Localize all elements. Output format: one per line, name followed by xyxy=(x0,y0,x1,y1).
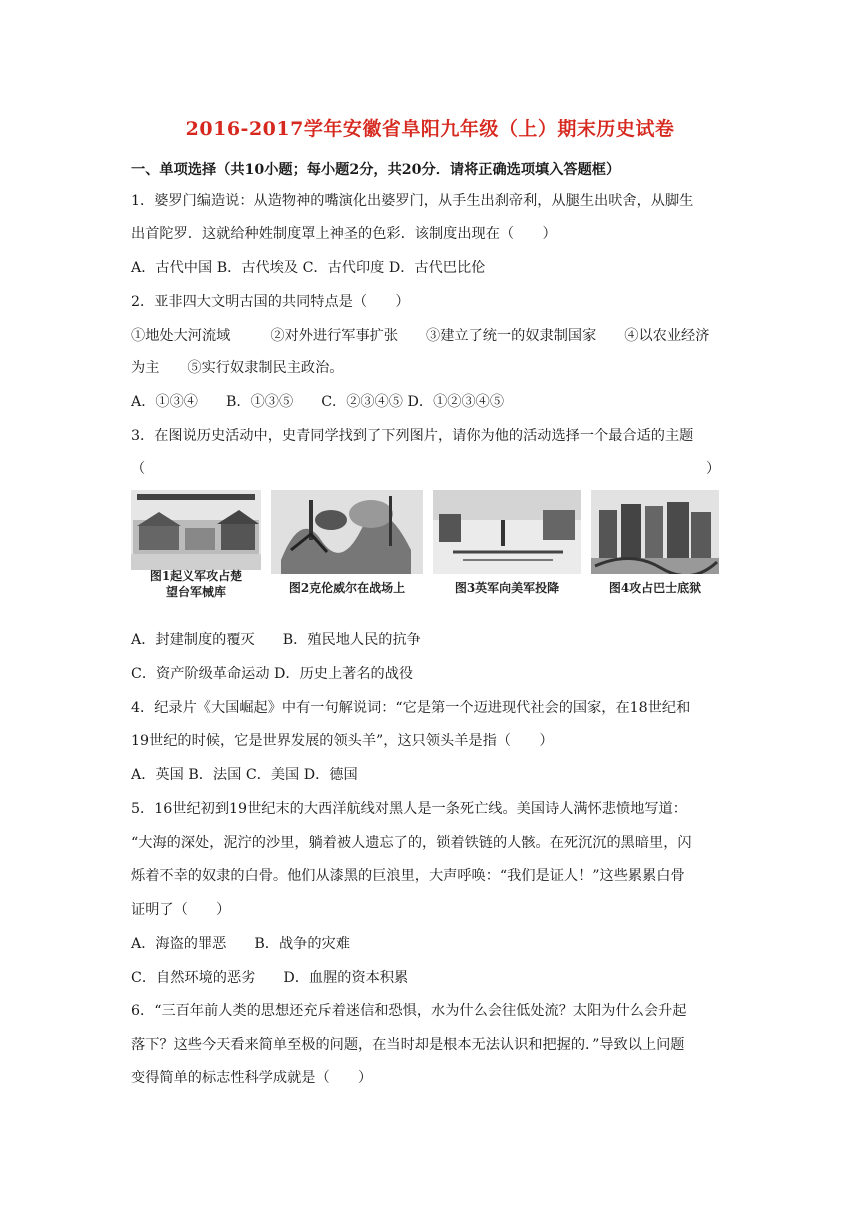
q2-statements-line2 xyxy=(131,358,343,378)
figure-4 xyxy=(591,490,719,606)
q6-text-line1: 6．“三百年前人类的思想还充斥着迷信和恐惧，水为什么会往低处流？太阳为什么会升起 xyxy=(131,1003,687,1019)
q5-text-line1: 5．16世纪初到19世纪末的大西洋航线对黑人是一条死亡线。美国诗人满怀悲愤地写道： xyxy=(131,801,687,817)
figure-1 xyxy=(131,490,261,606)
q2-statements-line1 xyxy=(131,326,709,346)
q5-option-b: B．战争的灾难 xyxy=(254,936,350,952)
q3-option-a: A．封建制度的覆灭 xyxy=(131,632,255,648)
q3-paren-open: （ xyxy=(131,461,146,477)
q5-options-line1 xyxy=(131,934,350,954)
q1-text-line1: 1．婆罗门编造说：从造物神的嘴演化出婆罗门，从手生出刹帝利，从腿生出吠舍，从脚生 xyxy=(131,193,694,209)
q4-text-line2: 19世纪的时候，它是世界发展的领头羊”，这只领头羊是指（ ） xyxy=(131,733,554,749)
q4-text-line1: 4．纪录片《大国崛起》中有一句解说词：“它是第一个迈进现代社会的国家，在18世纪和 xyxy=(131,700,691,716)
figure-3 xyxy=(433,490,581,606)
q1-text-line2: 出首陀罗．这就给种姓制度罩上神圣的色彩．该制度出现在（ ） xyxy=(131,226,557,242)
q5-text-line2: “大海的深处，泥泞的沙里，躺着被人遗忘了的，锁着铁链的人骸。在死沉沉的黑暗里，闪 xyxy=(131,835,692,851)
figure-1-caption-line2: 望台军械库 xyxy=(165,585,226,599)
q5-text-line3: 烁着不幸的奴隶的白骨。他们从漆黑的巨浪里，大声呼唤：“我们是证人！”这些累累白骨 xyxy=(131,868,685,884)
q3-options-line1 xyxy=(131,630,421,650)
q3-text: 3．在图说历史活动中，史青同学找到了下列图片，请你为他的活动选择一个最合适的主题 xyxy=(131,428,694,444)
q5-option-d: D．血腥的资本积累 xyxy=(283,970,409,986)
q5-options-line2 xyxy=(131,968,408,988)
figure-2-caption: 图2克伦威尔在战场上 xyxy=(288,581,406,595)
q2-options xyxy=(131,392,504,412)
q6-text-line3: 变得简单的标志性科学成就是（ ） xyxy=(131,1070,373,1086)
q2-statement-3: ③建立了统一的奴隶制国家 xyxy=(426,328,597,344)
q2-option-a: A．①③④ xyxy=(131,394,198,410)
figure-1-image xyxy=(131,490,261,570)
figure-1-caption-line1: 图1起义军攻占楚 xyxy=(149,569,243,583)
figure-4-caption: 图4攻占巴士底狱 xyxy=(608,581,702,595)
q3-paren-close: ） xyxy=(706,461,721,477)
q3-options-line2: C．资产阶级革命运动 D．历史上著名的战役 xyxy=(131,666,414,682)
q1-options: A．古代中国 B．古代埃及 C．古代印度 D．古代巴比伦 xyxy=(131,260,486,276)
q2-statement-2: ②对外进行军事扩张 xyxy=(270,328,399,344)
q2-statement-4: ④以农业经济 xyxy=(624,328,710,344)
figure-2-image xyxy=(271,490,423,574)
q6-text-line2: 落下？这些今天看来简单至极的问题，在当时却是根本无法认识和把握的．”导致以上问题 xyxy=(131,1037,685,1053)
figure-2 xyxy=(271,490,423,606)
q2-option-d: D．①②③④⑤ xyxy=(407,394,505,410)
q2-option-b: B．①③⑤ xyxy=(226,394,294,410)
q3-option-b: B．殖民地人民的抗争 xyxy=(282,632,421,648)
q2-text: 2．亚非四大文明古国的共同特点是（ ） xyxy=(131,294,410,310)
q2-statement-4-cont: 为主 xyxy=(131,360,160,376)
section-heading: 一、单项选择（共10小题；每小题2分，共20分．请将正确选项填入答题框） xyxy=(131,162,621,178)
q2-option-c: C．②③④⑤ xyxy=(321,394,403,410)
page-title: 2016-2017学年安徽省阜阳九年级（上）期末历史试卷 xyxy=(185,118,675,140)
q4-options: A．英国 B．法国 C．美国 D．德国 xyxy=(131,767,358,783)
q5-text-line4: 证明了（ ） xyxy=(131,902,231,918)
figure-3-caption: 图3英军向美军投降 xyxy=(454,581,560,595)
figure-3-image xyxy=(433,490,581,574)
q3-figure-row xyxy=(131,490,721,606)
q5-option-a: A．海盗的罪恶 xyxy=(131,936,227,952)
figure-4-image xyxy=(591,490,719,574)
q5-option-c: C．自然环境的恶劣 xyxy=(131,970,256,986)
q2-statement-1: ①地处大河流域 xyxy=(131,328,231,344)
q2-statement-5: ⑤实行奴隶制民主政治。 xyxy=(187,360,344,376)
figure-1-caption xyxy=(131,568,261,600)
